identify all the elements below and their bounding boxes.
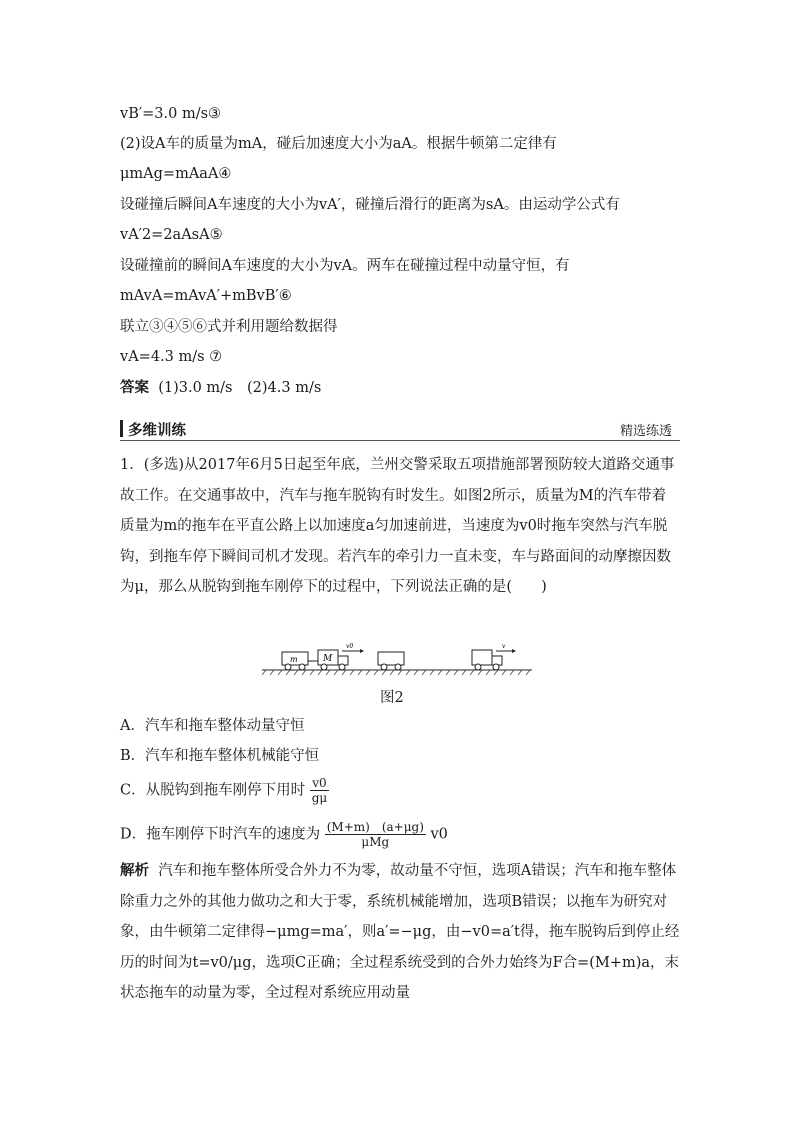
analysis [120,856,680,1009]
solution-line: vA=4.3 m/s ⑦ [120,349,223,365]
option-d-fraction [325,820,426,849]
option-d [120,820,448,849]
option-c-fraction [310,776,329,805]
analysis-text: 汽车和拖车整体所受合外力不为零，故动量不守恒，选项A错误；汽车和拖车整体除重力之外的其他力做功之和大于零，系统机械能增加，选项B错误；以拖车为研究对象，由牛顿第二定律得−μmg=ma′，则a′=−μg，由−v0=a′t得，拖车脱钩后到停止经历的时间为t=v0/μg，选项C正确；全过程系统受到的合外力始终为F合=(M+m)a，末状态拖车的动量为零，全过程对系统应用动量 [120,863,680,1001]
section-header [120,418,680,441]
option-c [120,776,329,805]
fraction-denominator: μMg [361,835,390,849]
figure-trucks [262,642,532,678]
section-marker [120,420,123,437]
option-b: B．汽车和拖车整体机械能守恒 [120,748,320,764]
section-title: 多维训练 [128,423,186,439]
section-subtitle: 精选练透 [619,424,672,439]
label-v0: v0 [346,643,354,650]
option-c-text: C．从脱钩到拖车刚停下用时 [120,782,306,799]
fraction-numerator: v0 [310,776,329,791]
label-M: M [323,654,333,664]
label-v: v [502,643,506,650]
solution-line: 联立③④⑤⑥式并利用题给数据得 [120,319,338,335]
answer-line [120,378,321,398]
solution-line: μmAg=mAaA④ [120,166,232,182]
solution-line: vB′=3.0 m/s③ [120,106,222,122]
analysis-label: 解析 [120,862,149,879]
answer-text: (1)3.0 m/s (2)4.3 m/s [158,380,322,396]
option-d-text: D．拖车刚停下时汽车的速度为 [120,826,321,843]
option-d-suffix: v0 [430,826,448,843]
figure-caption: 图2 [380,690,404,706]
answer-label: 答案 [120,379,149,396]
solution-line: 设碰撞前的瞬间A车速度的大小为vA。两车在碰撞过程中动量守恒，有 [120,258,570,274]
solution-line: 设碰撞后瞬间A车速度的大小为vA′，碰撞后滑行的距离为sA。由运动学公式有 [120,197,620,213]
option-a: A．汽车和拖车整体动量守恒 [120,718,305,734]
question-text: 1．(多选)从2017年6月5日起至年底，兰州交警采取五项措施部署预防较大道路交通事故工作。在交通事故中，汽车与拖车脱钩有时发生。如图2所示，质量为M的汽车带着质量为m的拖车在平直公路上以加速度a匀加速前进，当速度为v0时拖车突然与汽车脱钩，到拖车停下瞬间司机才发现。若汽车的牵引力一直未变，车与路面间的动摩擦因数为μ，那么从脱钩到拖车刚停下的过程中，下列说法正确的是( ) [120,457,675,595]
solution-line: vA′2=2aAsA⑤ [120,227,223,243]
fraction-denominator: gμ [311,791,328,805]
label-m: m [290,655,298,664]
solution-line: (2)设A车的质量为mA，碰后加速度大小为aA。根据牛顿第二定律有 [120,136,557,152]
solution-line: mAvA=mAvA′+mBvB′⑥ [120,288,292,304]
fraction-numerator: (M+m) (a+μg) [326,820,424,834]
